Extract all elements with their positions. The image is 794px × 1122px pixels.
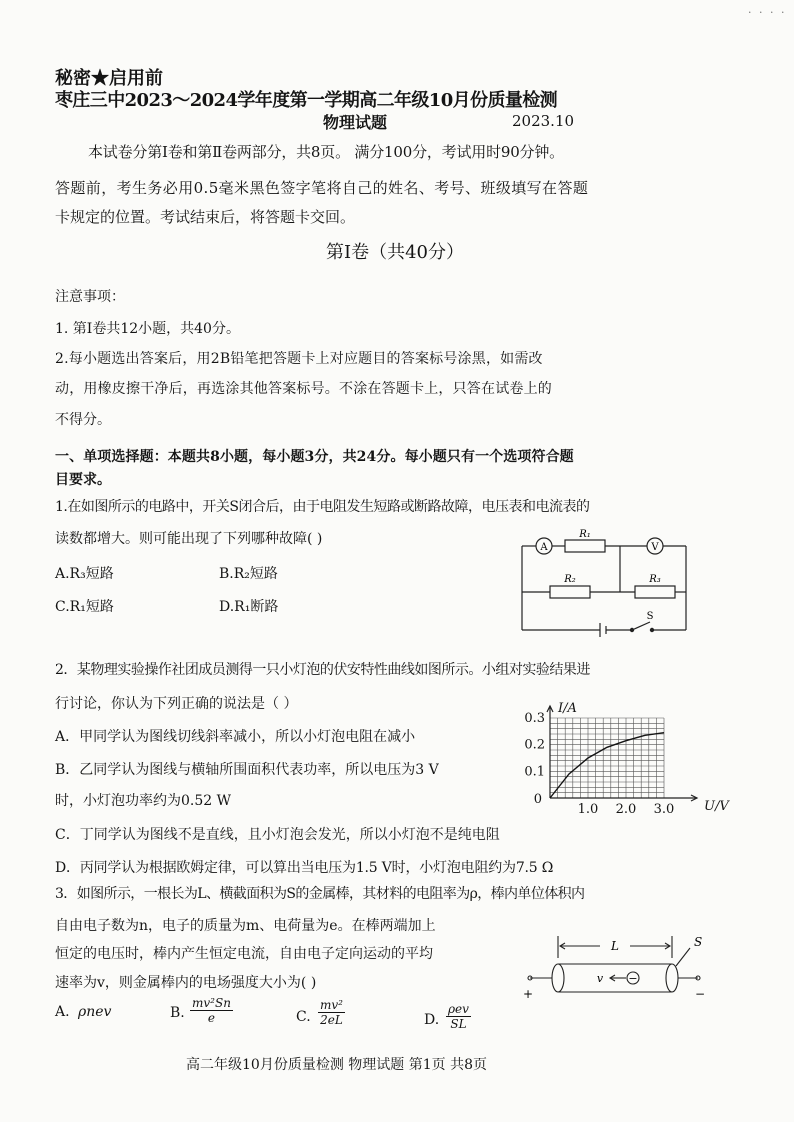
notes-item-1: 1. 第Ⅰ卷共12小题，共40分。 <box>55 321 240 337</box>
exam-date: 2023.10 <box>512 112 575 130</box>
q3-option-c-label: C. <box>296 1009 311 1025</box>
q3-option-a-label: A. <box>55 1004 70 1020</box>
resistor-r2 <box>550 586 590 598</box>
rod-left-end <box>552 964 564 992</box>
switch-label: S <box>646 611 654 622</box>
x-tick-label: 3.0 <box>653 802 675 817</box>
area-label: S <box>694 935 703 949</box>
intro-line-1: 本试卷分第Ⅰ卷和第Ⅱ卷两部分，共8页。 满分100分，考试用时90分钟。 <box>88 143 564 161</box>
page-footer: 高二年级10月份质量检测 物理试题 第1页 共8页 <box>186 1057 487 1073</box>
q3-option-c-fraction <box>318 998 345 1027</box>
q1-option-c: C.R₁短路 <box>55 599 114 615</box>
resistor-r1 <box>565 540 605 552</box>
q2-iu-chart <box>512 700 732 832</box>
q3-stem-line-4: 速率为v，则金属棒内的电场强度大小为( ) <box>55 975 317 991</box>
positive-terminal-label: + <box>522 987 534 1001</box>
r3-label: R₃ <box>649 574 661 585</box>
part1-title: 第Ⅰ卷（共40分） <box>326 242 465 263</box>
x-tick-label: 2.0 <box>615 802 637 817</box>
intro-line-3: 卡规定的位置。考试结束后，将答题卡交回。 <box>55 208 356 226</box>
q1-option-a: A.R₃短路 <box>55 566 114 582</box>
q1-stem-line-2: 读数都增大。则可能出现了下列哪种故障( ) <box>55 531 323 547</box>
secret-label: 秘密★启用前 <box>55 68 163 89</box>
q3-option-a-value: ρnev <box>78 1004 112 1020</box>
q3-option-d-fraction <box>446 1002 471 1031</box>
q2-option-c: C．丁同学认为图线不是直线，且小灯泡会发光，所以小灯泡不是纯电阻 <box>55 827 500 843</box>
velocity-label: v <box>596 972 604 985</box>
q3-option-d-denominator: SL <box>450 1017 467 1031</box>
q3-option-b-numerator: mv²Sn <box>192 996 231 1010</box>
subject-title: 物理试题 <box>323 113 388 132</box>
q2-option-a: A．甲同学认为图线切线斜率减小，所以小灯泡电阻在减小 <box>55 729 416 745</box>
rod-right-end <box>666 964 678 992</box>
q3-option-d-label: D. <box>424 1012 440 1028</box>
q1-stem-line-1: 1.在如图所示的电路中，开关S闭合后，由于电阻发生短路或断路故障，电压表和电流表的 <box>55 499 590 515</box>
q2-option-b-line-1: B．乙同学认为图线与横轴所围面积代表功率，所以电压为3 V <box>55 762 439 778</box>
resistor-r3 <box>635 586 675 598</box>
q2-option-b-line-2: 时，小灯泡功率约为0.52 W <box>55 793 232 809</box>
section1-heading-line-2: 目要求。 <box>55 472 111 488</box>
y-tick-label: 0.1 <box>524 764 545 780</box>
corner-marks: · · · · <box>748 6 787 19</box>
q3-stem-line-3: 恒定的电压时，棒内产生恒定电流，自由电子定向运动的平均 <box>55 946 433 962</box>
x-tick-label: 1.0 <box>577 802 599 817</box>
electron-sign: − <box>628 972 638 985</box>
r2-label: R₂ <box>564 574 576 585</box>
origin-label: 0 <box>533 792 542 807</box>
q2-stem-line-2: 行讨论，你认为下列正确的说法是（ ） <box>55 696 298 712</box>
q2-stem-line-1: 2．某物理实验操作社团成员测得一只小灯泡的伏安特性曲线如图所示。小组对实验结果进 <box>55 662 590 678</box>
q1-circuit-diagram <box>510 526 710 644</box>
r1-label: R₁ <box>579 529 591 540</box>
ammeter-label: A <box>540 542 548 553</box>
iu-curve <box>550 733 664 798</box>
q3-option-c-denominator: 2eL <box>320 1013 343 1027</box>
q1-option-d: D.R₁断路 <box>219 599 279 615</box>
x-axis-label: U/V <box>704 799 729 814</box>
area-leader-line <box>676 948 690 966</box>
q3-option-b-fraction <box>190 996 233 1025</box>
y-tick-label: 0.3 <box>524 711 545 726</box>
switch-blade <box>632 622 650 630</box>
q2-option-d: D．丙同学认为根据欧姆定律，可以算出当电压为1.5 V时，小灯泡电阻约为7.5 Ω <box>55 860 554 876</box>
q3-rod-diagram <box>520 928 710 1008</box>
y-axis-label: I/A <box>558 701 577 716</box>
length-label: L <box>611 939 619 953</box>
voltmeter-label: V <box>651 542 659 553</box>
exam-title: 枣庄三中2023～2024学年度第一学期高二年级10月份质量检测 <box>55 90 558 111</box>
intro-line-2: 答题前，考生务必用0.5毫米黑色签字笔将自己的姓名、考号、班级填写在答题 <box>55 179 589 197</box>
section1-heading-line-1: 一、单项选择题：本题共8小题，每小题3分，共24分。每小题只有一个选项符合题 <box>55 449 574 465</box>
q3-option-d-numerator: ρev <box>448 1002 469 1016</box>
q1-option-b: B.R₂短路 <box>219 566 278 582</box>
q3-option-b-label: B. <box>170 1005 185 1021</box>
q3-option-c-numerator: mv² <box>320 998 343 1012</box>
notes-item-2-line-3: 不得分。 <box>55 412 111 428</box>
negative-terminal-label: − <box>694 987 706 1001</box>
notes-item-2-line-2: 动，用橡皮擦干净后，再选涂其他答案标号。不涂在答题卡上，只答在试卷上的 <box>55 381 552 397</box>
y-tick-label: 0.2 <box>524 737 545 753</box>
notes-item-2-line-1: 2.每小题选出答案后，用2B铅笔把答题卡上对应题目的答案标号涂黑，如需改 <box>55 351 543 367</box>
notes-heading: 注意事项： <box>55 289 125 305</box>
q3-stem-line-1: 3．如图所示，一根长为L、横截面积为S的金属棒，其材料的电阻率为ρ，棒内单位体积内 <box>55 886 585 902</box>
q3-option-b-denominator: e <box>207 1011 216 1025</box>
q3-stem-line-2: 自由电子数为n，电子的质量为m、电荷量为e。在棒两端加上 <box>55 918 436 934</box>
